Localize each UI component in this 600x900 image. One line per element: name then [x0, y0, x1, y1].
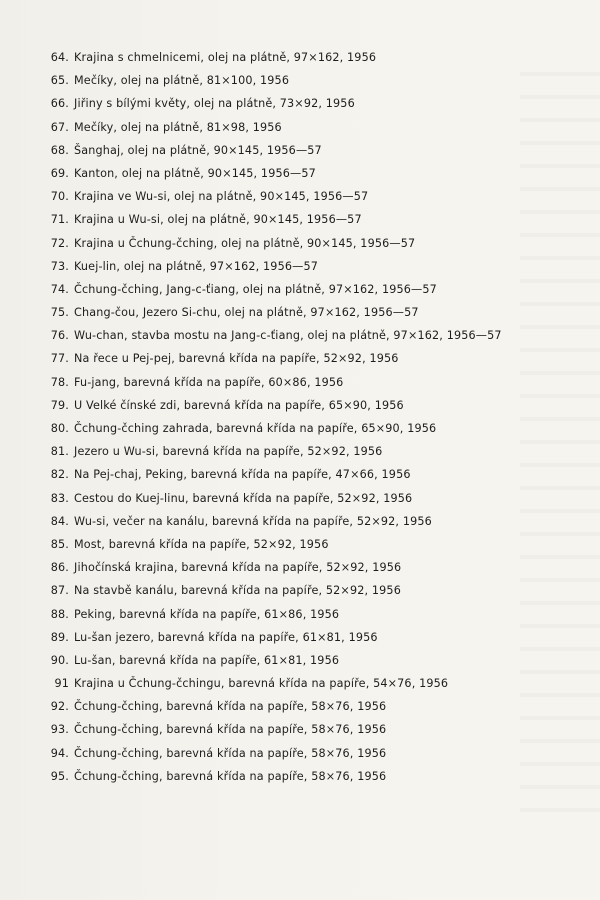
- entry-text: Lu-šan, barevná křída na papíře, 61×81, 1956: [74, 653, 340, 667]
- entry-number: 85.: [50, 537, 69, 551]
- entry-number: 72.: [50, 236, 69, 250]
- entry-text: Čchung-čching, barevná křída na papíře, 58×76, 1956: [74, 746, 387, 760]
- entry-number: 90.: [50, 653, 69, 667]
- entry-text: Na Pej-chaj, Peking, barevná křída na papíře, 47×66, 1956: [74, 468, 411, 482]
- list-item: [50, 324, 595, 347]
- entry-number: 95.: [50, 769, 69, 783]
- entry-number: 84.: [50, 514, 69, 528]
- entry-number: 77.: [50, 352, 69, 366]
- entry-number: 92.: [50, 700, 69, 714]
- list-item: [50, 255, 595, 278]
- entry-text: Krajina u Čchung-čchingu, barevná křída na papíře, 54×76, 1956: [74, 677, 449, 691]
- entry-text: Krajina s chmelnicemi, olej na plátně, 97×162, 1956: [74, 51, 377, 64]
- list-item: [50, 185, 595, 208]
- list-item: [50, 487, 595, 510]
- entry-number: 66.: [50, 97, 69, 111]
- entry-number: 71.: [50, 213, 69, 227]
- entry-number: 91: [54, 677, 69, 691]
- list-item: [50, 579, 595, 602]
- entry-number: 73.: [50, 259, 69, 273]
- entry-text: Na stavbě kanálu, barevná křída na papíře, 52×92, 1956: [74, 584, 401, 598]
- entry-number: 93.: [50, 723, 69, 737]
- entry-number: 79.: [50, 398, 69, 412]
- list-item: [50, 765, 595, 788]
- entry-number: 94.: [50, 746, 69, 760]
- list-item: [50, 463, 595, 486]
- entry-text: Fu-jang, barevná křída na papíře, 60×86, 1956: [74, 375, 344, 389]
- entry-number: 86.: [50, 561, 69, 575]
- entry-number: 64.: [50, 51, 69, 64]
- entry-text: Wu-si, večer na kanálu, barevná křída na papíře, 52×92, 1956: [74, 514, 432, 528]
- entry-text: Čchung-čching zahrada, barevná křída na papíře, 65×90, 1956: [74, 422, 437, 435]
- list-item: [50, 92, 595, 115]
- list-item: [50, 347, 595, 370]
- list-item: [50, 278, 595, 301]
- entry-number: 69.: [50, 166, 69, 180]
- entry-text: Krajina ve Wu-si, olej na plátně, 90×145, 1956—57: [74, 190, 369, 204]
- entry-text: Kanton, olej na plátně, 90×145, 1956—57: [74, 166, 316, 180]
- list-item: [50, 417, 595, 440]
- entry-number: 78.: [50, 375, 69, 389]
- list-item: [50, 162, 595, 185]
- entry-number: 75.: [50, 306, 69, 320]
- entry-text: Čchung-čching, barevná křída na papíře, 58×76, 1956: [74, 769, 387, 783]
- entry-number: 83.: [50, 491, 69, 505]
- list-item: [50, 116, 595, 139]
- entry-text: Kuej-lin, olej na plátně, 97×162, 1956—57: [74, 259, 318, 273]
- entry-number: 89.: [50, 630, 69, 644]
- entry-text: Krajina u Čchung-čching, olej na plátně, 90×145, 1956—57: [74, 236, 416, 250]
- entry-text: Lu-šan jezero, barevná křída na papíře, 61×81, 1956: [74, 630, 378, 644]
- entry-number: 80.: [50, 422, 69, 435]
- list-item: [50, 301, 595, 324]
- list-item: [50, 718, 595, 741]
- entry-number: 81.: [50, 445, 69, 459]
- list-item: [50, 556, 595, 579]
- entry-text: Jiřiny s bílými květy, olej na plátně, 73×92, 1956: [74, 97, 355, 111]
- entry-number: 67.: [50, 120, 69, 134]
- list-item: [50, 46, 595, 69]
- list-item: [50, 695, 595, 718]
- entry-text: Čchung-čching, barevná křída na papíře, 58×76, 1956: [74, 700, 387, 714]
- list-item: [50, 510, 595, 533]
- entry-text: U Velké čínské zdi, barevná křída na papíře, 65×90, 1956: [74, 398, 404, 412]
- list-item: [50, 533, 595, 556]
- entry-text: Jezero u Wu-si, barevná křída na papíře, 52×92, 1956: [74, 445, 383, 459]
- entry-text: Jihočínská krajina, barevná křída na papíře, 52×92, 1956: [74, 561, 402, 575]
- list-item: [50, 603, 595, 626]
- entry-text: Wu-chan, stavba mostu na Jang-c-ťiang, olej na plátně, 97×162, 1956—57: [74, 329, 502, 343]
- list-item: [50, 649, 595, 672]
- list-item: [50, 626, 595, 649]
- entry-number: 68.: [50, 143, 69, 157]
- entry-text: Krajina u Wu-si, olej na plátně, 90×145, 1956—57: [74, 213, 362, 227]
- list-item: [50, 232, 595, 255]
- entry-text: Čchung-čching, barevná křída na papíře, 58×76, 1956: [74, 723, 387, 737]
- artwork-list: [50, 46, 595, 788]
- entry-text: Šanghaj, olej na plátně, 90×145, 1956—57: [74, 143, 322, 157]
- entry-number: 70.: [50, 190, 69, 204]
- list-item: [50, 371, 595, 394]
- entry-number: 87.: [50, 584, 69, 598]
- list-item: [50, 440, 595, 463]
- entry-text: Čchung-čching, Jang-c-ťiang, olej na plátně, 97×162, 1956—57: [74, 282, 437, 296]
- entry-text: Chang-čou, Jezero Si-chu, olej na plátně, 97×162, 1956—57: [74, 306, 419, 320]
- entry-text: Peking, barevná křída na papíře, 61×86, 1956: [74, 607, 340, 621]
- list-item: [50, 69, 595, 92]
- entry-number: 76.: [50, 329, 69, 343]
- list-item: [50, 139, 595, 162]
- entry-text: Cestou do Kuej-linu, barevná křída na papíře, 52×92, 1956: [74, 491, 413, 505]
- entry-text: Mečíky, olej na plátně, 81×98, 1956: [74, 120, 282, 134]
- list-item: [50, 672, 595, 695]
- entry-text: Na řece u Pej-pej, barevná křída na papíře, 52×92, 1956: [74, 352, 399, 366]
- entry-number: 82.: [50, 468, 69, 482]
- list-item: [50, 742, 595, 765]
- list-item: [50, 394, 595, 417]
- entry-number: 65.: [50, 74, 69, 88]
- entry-text: Most, barevná křída na papíře, 52×92, 1956: [74, 537, 329, 551]
- entry-number: 88.: [50, 607, 69, 621]
- entry-text: Mečíky, olej na plátně, 81×100, 1956: [74, 74, 290, 88]
- entry-number: 74.: [50, 282, 69, 296]
- list-item: [50, 208, 595, 231]
